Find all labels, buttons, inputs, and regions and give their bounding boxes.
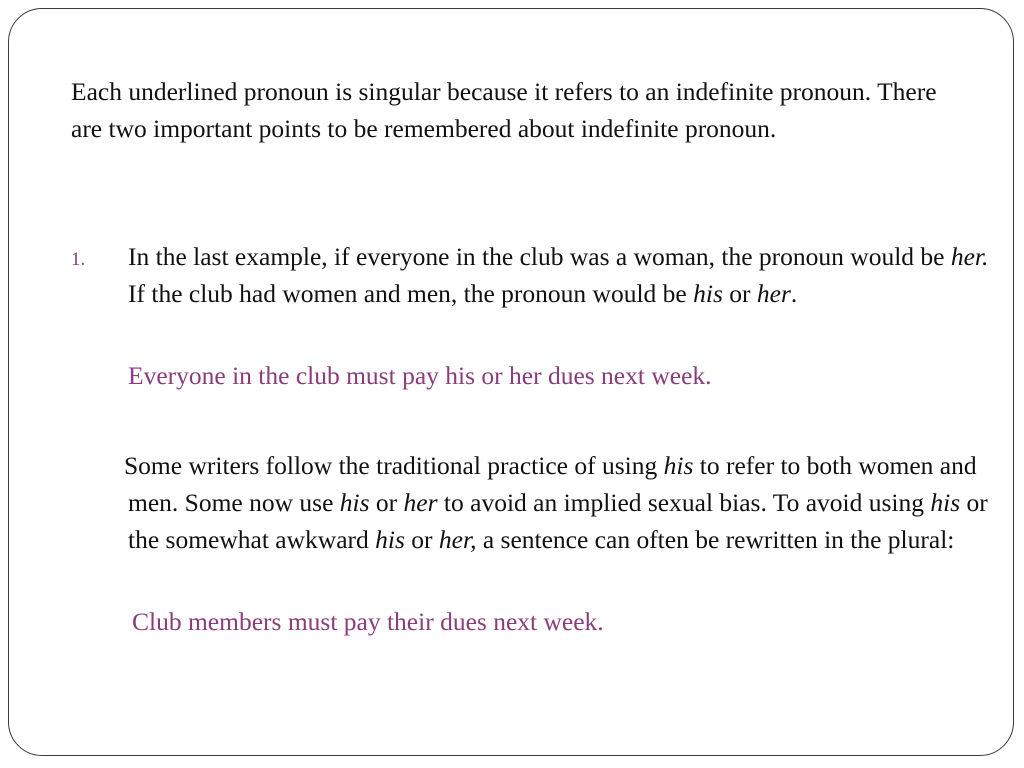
point-2-text-f: or — [404, 525, 439, 554]
list-number-1: 1. — [71, 249, 86, 270]
point-2-em-his: his — [663, 451, 694, 480]
point-1-em-her: her. — [950, 242, 989, 271]
point-1-text-d: . — [790, 279, 798, 308]
point-2-em-his-3: his — [930, 488, 961, 517]
example-sentence-2: Club members must pay their dues next week. — [132, 607, 604, 636]
point-2-text-e: or the somewhat awkward — [128, 488, 988, 554]
point-1-text-c: or — [722, 279, 757, 308]
point-2-text-a: Some writers follow the traditional practice of using — [124, 451, 664, 480]
point-2-text-b: to refer to both women and men. Some now use — [128, 451, 977, 517]
point-2-em-her: her — [403, 488, 438, 517]
point-2-paragraph — [124, 447, 1008, 558]
slide-frame — [8, 8, 1014, 756]
point-2-text-c: or — [369, 488, 404, 517]
example-sentence-1: Everyone in the club must pay his or her dues next week. — [128, 361, 712, 390]
point-1-em-his: his — [693, 279, 723, 308]
point-2-text-g: a sentence can often be rewritten in the plural: — [476, 525, 955, 554]
point-1-em-her-2: her — [756, 279, 791, 308]
point-2-text-d: to avoid an implied sexual bias. To avoid using — [437, 488, 931, 517]
point-2-em-her-2: her, — [438, 525, 477, 554]
intro-paragraph: Each underlined pronoun is singular because it refers to an indefinite pronoun. There are two important points to be remembered about indefinite pronoun. — [71, 77, 937, 143]
point-2-em-his-4: his — [375, 525, 405, 554]
point-2-em-his-2: his — [339, 488, 370, 517]
point-1-text-a: In the last example, if everyone in the club was a woman, the pronoun would be — [128, 242, 951, 271]
point-1-paragraph — [128, 238, 1008, 312]
point-1-text-b: If the club had women and men, the pronoun would be — [128, 279, 694, 308]
